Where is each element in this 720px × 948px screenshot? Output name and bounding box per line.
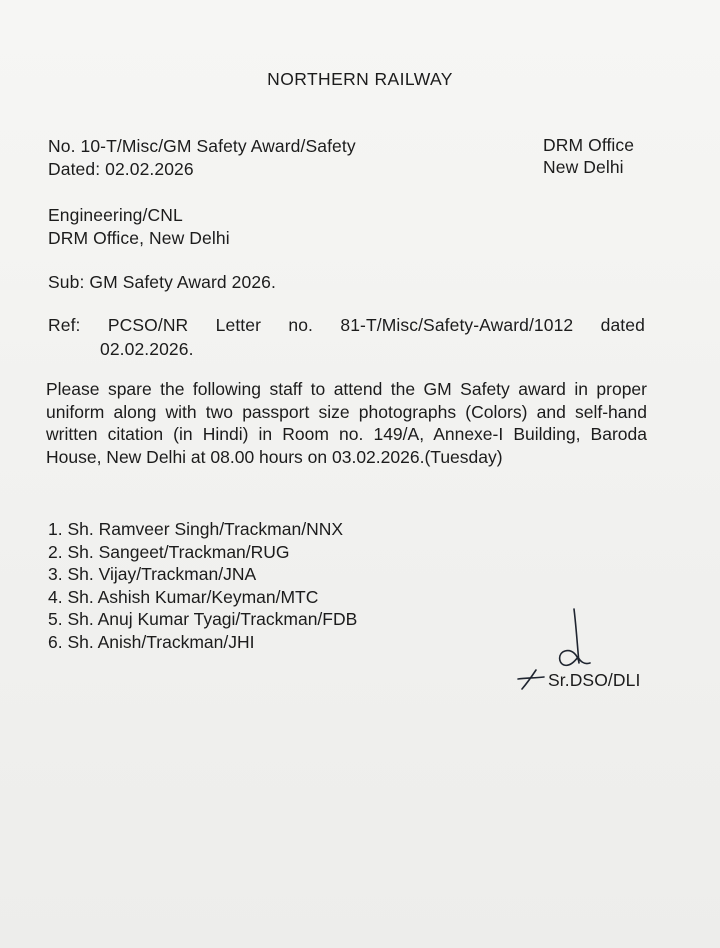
list-item: 5. Sh. Anuj Kumar Tyagi/Trackman/FDB	[48, 609, 358, 629]
ref-word: 81-T/Misc/Safety-Award/1012	[340, 315, 574, 335]
ref-word: PCSO/NR	[107, 315, 189, 335]
list-item: 2. Sh. Sangeet/Trackman/RUG	[48, 541, 290, 562]
ref-word: no.	[288, 315, 314, 335]
staff-list	[48, 518, 357, 653]
body-paragraph: Please spare the following staff to attend the GM Safety award in proper uniform along with two passport size photographs (Colors) and self-hand written citation (in Hindi) in Room no. 149/A, Annexe-I Building, Baroda House, New Delhi at 08.00 hours on 03.02.2026.(Tuesday)	[46, 379, 647, 467]
list-item: 6. Sh. Anish/Trackman/JHI	[48, 631, 255, 652]
ref-word: dated	[600, 315, 645, 335]
ref-word: Letter	[215, 315, 262, 335]
subject-line: Sub: GM Safety Award 2026.	[48, 272, 276, 292]
signatory-designation: Sr.DSO/DLI	[548, 670, 641, 690]
list-item: 4. Sh. Ashish Kumar/Keyman/MTC	[48, 586, 319, 607]
list-item: 3. Sh. Vijay/Trackman/JNA	[48, 564, 257, 584]
office-name: DRM Office	[543, 135, 635, 155]
pen-stroke-icon	[516, 668, 548, 690]
letter-number: No. 10-T/Misc/GM Safety Award/Safety	[48, 136, 356, 156]
organization-title: NORTHERN RAILWAY	[267, 69, 453, 89]
signature-icon	[552, 607, 592, 671]
ref-word: Ref:	[48, 315, 81, 335]
letter-date: Dated: 02.02.2026	[48, 159, 194, 179]
reference-line-1	[48, 314, 645, 336]
addressee-line-1: Engineering/CNL	[48, 205, 183, 225]
list-item: 1. Sh. Ramveer Singh/Trackman/NNX	[48, 519, 344, 539]
addressee-line-2: DRM Office, New Delhi	[48, 228, 230, 248]
reference-line-2: 02.02.2026.	[100, 339, 194, 359]
office-city: New Delhi	[543, 157, 624, 177]
